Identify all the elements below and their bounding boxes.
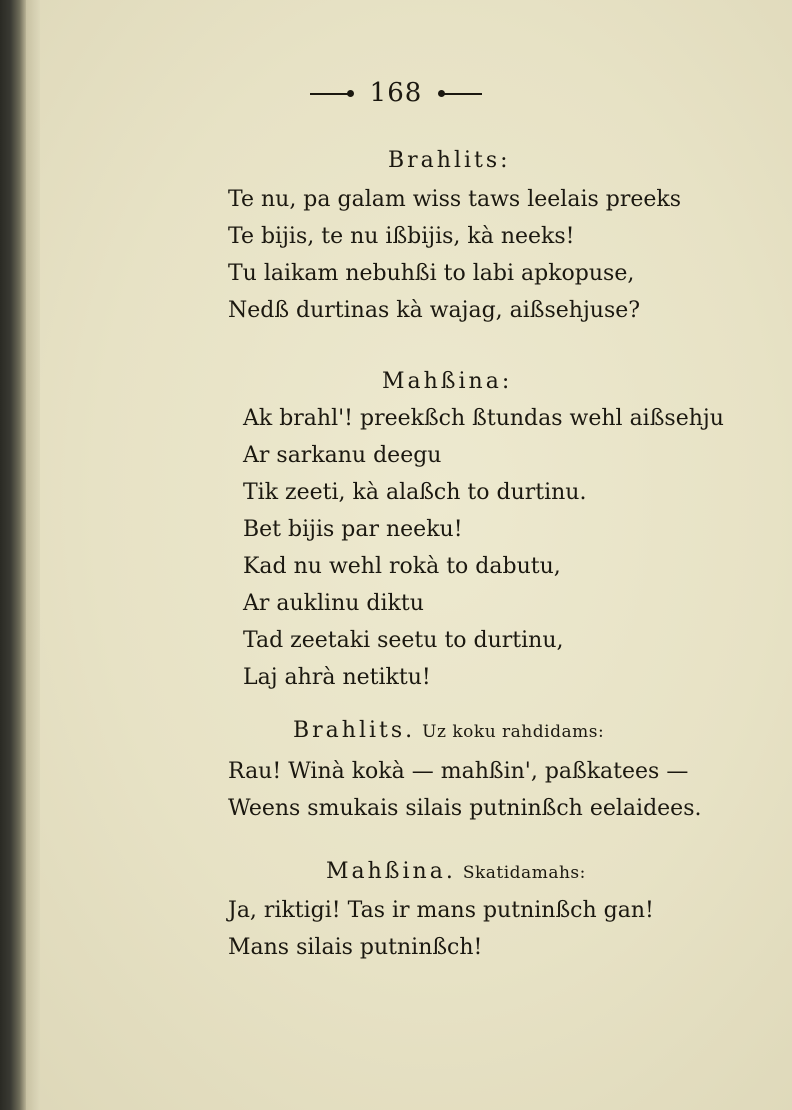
book-spine (0, 0, 26, 1110)
verse-line: Tu laikam nebuhßi to labi apkopuse, (228, 261, 635, 286)
header-rule-left (310, 93, 350, 95)
speaker-label: Mahßina: (382, 369, 513, 394)
stage-direction: Skatidamahs: (462, 863, 586, 883)
verse-line: Kad nu wehl rokà to dabutu, (243, 554, 561, 579)
speaker-label: Brahlits. (293, 718, 416, 743)
verse-line: Rau! Winà kokà — mahßin', paßkatees — (228, 759, 689, 784)
speaker-heading (326, 857, 586, 888)
speaker-label: Mahßina. (326, 859, 456, 884)
page-gutter (26, 0, 40, 1110)
verse-line: Ja, riktigi! Tas ir mans putninßch gan! (228, 898, 654, 923)
speaker-label: Brahlits: (388, 148, 511, 173)
verse-line: Ak brahl'! preekßch ßtundas wehl aißsehju (243, 406, 724, 431)
verse-line: Weens smukais silais putninßch eelaidees. (228, 796, 702, 821)
verse-line: Te nu, pa galam wiss taws leelais preeks (228, 187, 682, 212)
verse-line: Mans silais putninßch! (228, 935, 483, 960)
page-number: 168 (369, 78, 423, 108)
speaker-heading (293, 716, 604, 747)
header-rule-right (442, 93, 482, 95)
verse-line: Laj ahrà netiktu! (243, 665, 431, 690)
stage-direction: Uz koku rahdidams: (422, 722, 605, 742)
page-header (0, 78, 792, 108)
verse-line: Nedß durtinas kà wajag, aißsehjuse? (228, 298, 641, 323)
verse-line: Tad zeetaki seetu to durtinu, (243, 628, 564, 653)
verse-line: Te bijis, te nu ißbijis, kà neeks! (228, 224, 575, 249)
verse-line: Tik zeeti, kà alaßch to durtinu. (243, 480, 587, 505)
verse-line: Ar auklinu diktu (243, 591, 424, 616)
verse-line: Bet bijis par neeku! (243, 517, 463, 542)
verse-line: Ar sarkanu deegu (243, 443, 442, 468)
